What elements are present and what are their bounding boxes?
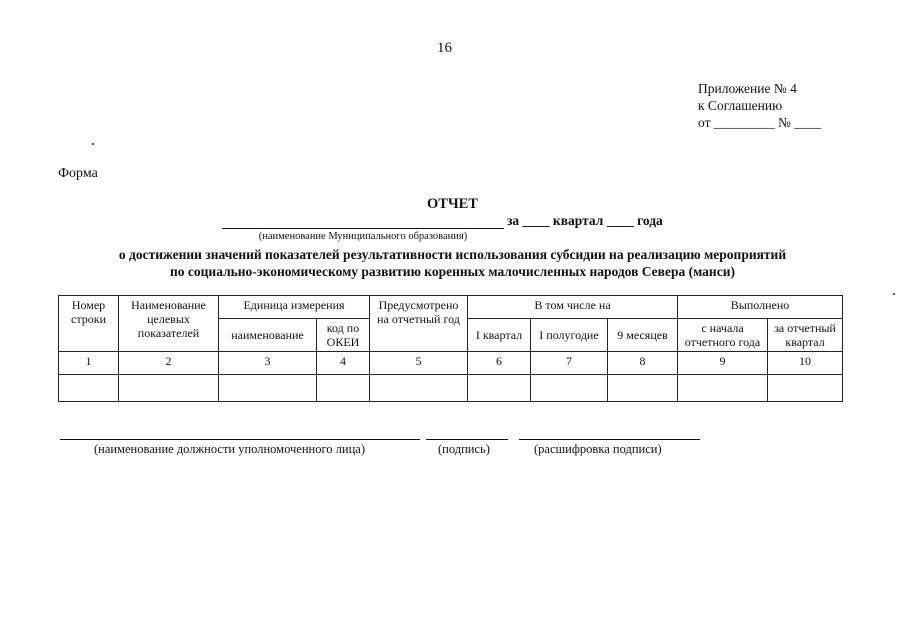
header-h1: I полугодие [531, 319, 608, 352]
header-9-months: 9 месяцев [608, 319, 678, 352]
empty-cell [768, 375, 843, 402]
scan-speck [893, 293, 895, 295]
column-number-cell: 8 [608, 352, 678, 375]
column-number-cell: 10 [768, 352, 843, 375]
empty-cell [608, 375, 678, 402]
signature-line [426, 438, 508, 440]
appendix-block [698, 80, 821, 131]
column-number-cell: 4 [317, 352, 370, 375]
header-unit-name: наименование [219, 319, 317, 352]
page-number: 16 [437, 40, 452, 56]
scan-speck [92, 143, 94, 145]
empty-cell [219, 375, 317, 402]
header-planned: Предусмотрено на отчетный год [370, 296, 468, 352]
header-indicator-name: Наименование целевых показателей [119, 296, 219, 352]
empty-cell [531, 375, 608, 402]
signature-decoding-line [519, 438, 700, 440]
header-done-quarter: за отчетный квартал [768, 319, 843, 352]
appendix-line-3: от _________ № ____ [698, 115, 822, 130]
report-table [58, 295, 843, 402]
report-title: ОТЧЕТ [427, 196, 478, 212]
empty-cell [678, 375, 768, 402]
empty-cell [370, 375, 468, 402]
form-label: Форма [58, 166, 98, 181]
column-number-row [59, 352, 843, 375]
subtitle-line-1: о достижении значений показателей результативности использования субсидии на реализацию мероприятий [118, 247, 787, 262]
header-unit-okei: код по ОКЕИ [317, 319, 370, 352]
appendix-line-1: Приложение № 4 [698, 81, 797, 96]
report-subtitle [40, 246, 865, 280]
header-including: В том числе на [468, 296, 678, 319]
report-period: за ____ квартал ____ года [507, 213, 663, 228]
municipality-caption: (наименование Муниципального образования) [258, 231, 468, 242]
header-q1: I квартал [468, 319, 531, 352]
column-number-cell: 5 [370, 352, 468, 375]
appendix-line-2: к Соглашению [698, 98, 783, 113]
column-number-cell: 2 [119, 352, 219, 375]
column-number-cell: 1 [59, 352, 119, 375]
header-done: Выполнено [678, 296, 843, 319]
position-signature-line [60, 438, 420, 440]
empty-cell [119, 375, 219, 402]
header-row-number: Номер строки [59, 296, 119, 352]
subtitle-line-2: по социально-экономическому развитию коренных малочисленных народов Севера (манси) [170, 264, 735, 279]
empty-cell [468, 375, 531, 402]
signature-caption: (подпись) [438, 442, 490, 456]
column-number-cell: 9 [678, 352, 768, 375]
empty-cell [59, 375, 119, 402]
header-done-ytd: с начала отчетного года [678, 319, 768, 352]
column-number-cell: 3 [219, 352, 317, 375]
municipality-blank-line [222, 214, 504, 229]
position-caption: (наименование должности уполномоченного лица) [94, 442, 366, 456]
column-number-cell: 6 [468, 352, 531, 375]
decoding-caption: (расшифровка подписи) [534, 442, 662, 456]
column-number-cell: 7 [531, 352, 608, 375]
header-unit: Единица измерения [219, 296, 370, 319]
empty-cell [317, 375, 370, 402]
empty-data-row [59, 375, 843, 402]
